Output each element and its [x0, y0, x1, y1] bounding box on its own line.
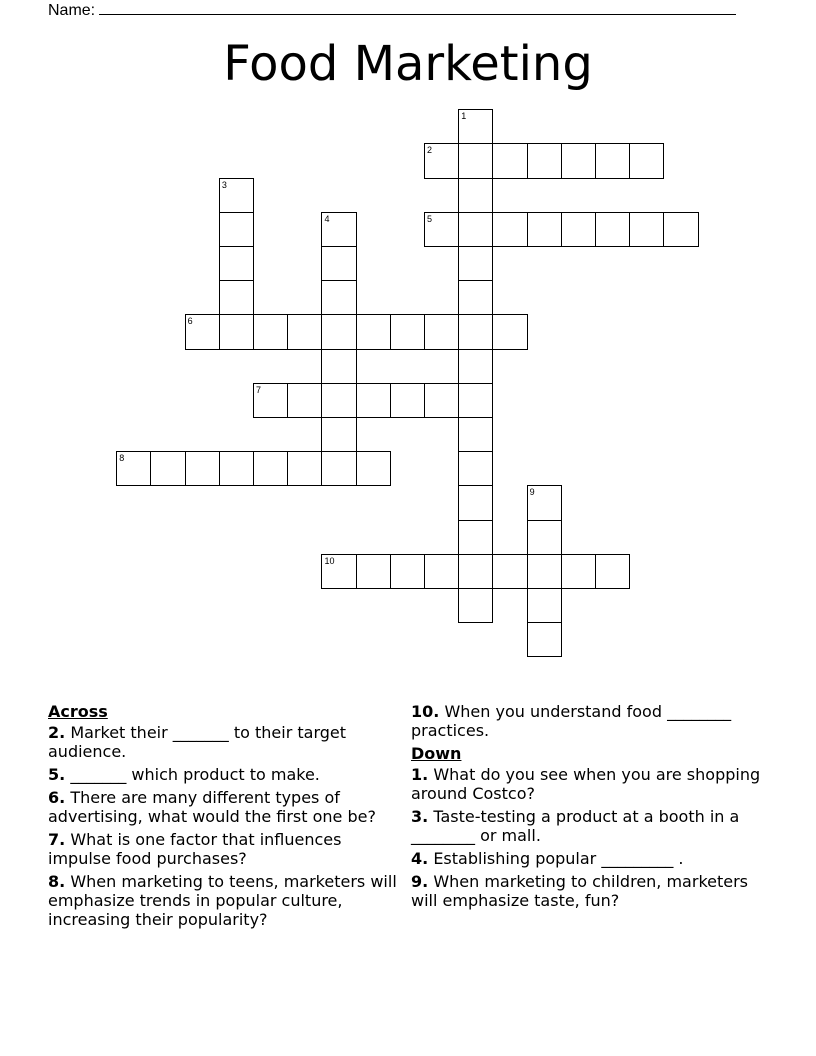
page-title: Food Marketing [223, 36, 593, 92]
crossword-cell[interactable] [458, 451, 493, 486]
crossword-cell[interactable] [458, 143, 493, 178]
clue-across-10: 10. When you understand food ________ practices. [411, 702, 732, 740]
crossword-cell[interactable] [219, 280, 254, 315]
crossword-cell[interactable] [492, 212, 527, 247]
clues-left-column [48, 702, 406, 933]
crossword-cell[interactable] [150, 451, 185, 486]
crossword-cell[interactable] [458, 212, 493, 247]
crossword-cell[interactable] [356, 554, 391, 589]
clue-across-8: 8. When marketing to teens, marketers will emphasize trends in popular culture, increasing their popularity? [48, 872, 397, 929]
crossword-cell[interactable] [527, 212, 562, 247]
clue-across-5: 5. _______ which product to make. [48, 765, 320, 784]
crossword-cell[interactable] [321, 451, 356, 486]
clue-across-2: 2. Market their _______ to their target audience. [48, 723, 347, 761]
crossword-cell[interactable] [219, 246, 254, 281]
crossword-cell[interactable] [185, 314, 220, 349]
crossword-cell[interactable] [561, 143, 596, 178]
crossword-cell[interactable] [458, 314, 493, 349]
clue-number: 3 [221, 179, 227, 190]
crossword-cell[interactable] [458, 588, 493, 623]
crossword-cell[interactable] [116, 451, 151, 486]
clue-number: 8 [119, 453, 125, 464]
crossword-cell[interactable] [458, 280, 493, 315]
crossword-cell[interactable] [458, 520, 493, 555]
crossword-cell[interactable] [527, 588, 562, 623]
crossword-cell[interactable] [458, 109, 493, 144]
crossword-cell[interactable] [356, 314, 391, 349]
crossword-cell[interactable] [595, 212, 630, 247]
crossword-cell[interactable] [595, 143, 630, 178]
crossword-cell[interactable] [321, 417, 356, 452]
across-heading: Across [48, 702, 108, 721]
crossword-cell[interactable] [629, 143, 664, 178]
crossword-cell[interactable] [458, 178, 493, 213]
clue-number: 6 [187, 316, 193, 327]
clue-number: 1 [461, 111, 467, 122]
crossword-cell[interactable] [424, 143, 459, 178]
crossword-cell[interactable] [492, 143, 527, 178]
crossword-cell[interactable] [219, 451, 254, 486]
clue-number: 2 [427, 145, 433, 156]
crossword-cell[interactable] [321, 554, 356, 589]
crossword-cell[interactable] [321, 314, 356, 349]
clue-down-4: 4. Establishing popular _________ . [411, 849, 684, 868]
crossword-cell[interactable] [287, 383, 322, 418]
crossword-cell[interactable] [253, 314, 288, 349]
down-heading: Down [411, 744, 462, 763]
crossword-cell[interactable] [561, 554, 596, 589]
crossword-cell[interactable] [321, 212, 356, 247]
crossword-cell[interactable] [458, 383, 493, 418]
crossword-cell[interactable] [356, 383, 391, 418]
crossword-cell[interactable] [185, 451, 220, 486]
crossword-cell[interactable] [424, 212, 459, 247]
crossword-cell[interactable] [287, 314, 322, 349]
crossword-cell[interactable] [253, 383, 288, 418]
crossword-cell[interactable] [492, 314, 527, 349]
crossword-cell[interactable] [356, 451, 391, 486]
crossword-cell[interactable] [663, 212, 698, 247]
clue-down-1: 1. What do you see when you are shopping around Costco? [411, 765, 761, 803]
clue-number: 5 [427, 213, 433, 224]
clue-down-9: 9. When marketing to children, marketers will emphasize taste, fun? [411, 872, 749, 910]
crossword-cell[interactable] [424, 554, 459, 589]
crossword-cell[interactable] [527, 520, 562, 555]
crossword-cell[interactable] [424, 383, 459, 418]
clue-across-6: 6. There are many different types of advertising, what would the first one be? [48, 788, 376, 826]
crossword-cell[interactable] [595, 554, 630, 589]
crossword-cell[interactable] [321, 349, 356, 384]
crossword-cell[interactable] [321, 280, 356, 315]
crossword-cell[interactable] [527, 485, 562, 520]
crossword-cell[interactable] [390, 554, 425, 589]
clues-right-column [411, 702, 769, 914]
clue-down-3: 3. Taste-testing a product at a booth in a ________ or mall. [411, 807, 740, 845]
crossword-cell[interactable] [527, 143, 562, 178]
clue-across-7: 7. What is one factor that influences impulse food purchases? [48, 830, 342, 868]
crossword-cell[interactable] [527, 622, 562, 657]
name-label: Name: [48, 2, 96, 19]
crossword-cell[interactable] [629, 212, 664, 247]
crossword-cell[interactable] [527, 554, 562, 589]
crossword-cell[interactable] [458, 417, 493, 452]
crossword-cell[interactable] [390, 383, 425, 418]
crossword-cell[interactable] [561, 212, 596, 247]
crossword-cell[interactable] [321, 383, 356, 418]
crossword-cell[interactable] [219, 178, 254, 213]
clue-number: 4 [324, 213, 330, 224]
crossword-cell[interactable] [219, 212, 254, 247]
crossword-cell[interactable] [424, 314, 459, 349]
clue-number: 7 [256, 384, 262, 395]
crossword-cell[interactable] [458, 554, 493, 589]
clue-number: 9 [529, 487, 535, 498]
crossword-cell[interactable] [287, 451, 322, 486]
crossword-cell[interactable] [390, 314, 425, 349]
crossword-cell[interactable] [492, 554, 527, 589]
crossword-cell[interactable] [458, 485, 493, 520]
crossword-cell[interactable] [253, 451, 288, 486]
clue-number: 10 [324, 555, 335, 566]
crossword-cell[interactable] [219, 314, 254, 349]
crossword-cell[interactable] [458, 349, 493, 384]
crossword-cell[interactable] [458, 246, 493, 281]
crossword-cell[interactable] [321, 246, 356, 281]
